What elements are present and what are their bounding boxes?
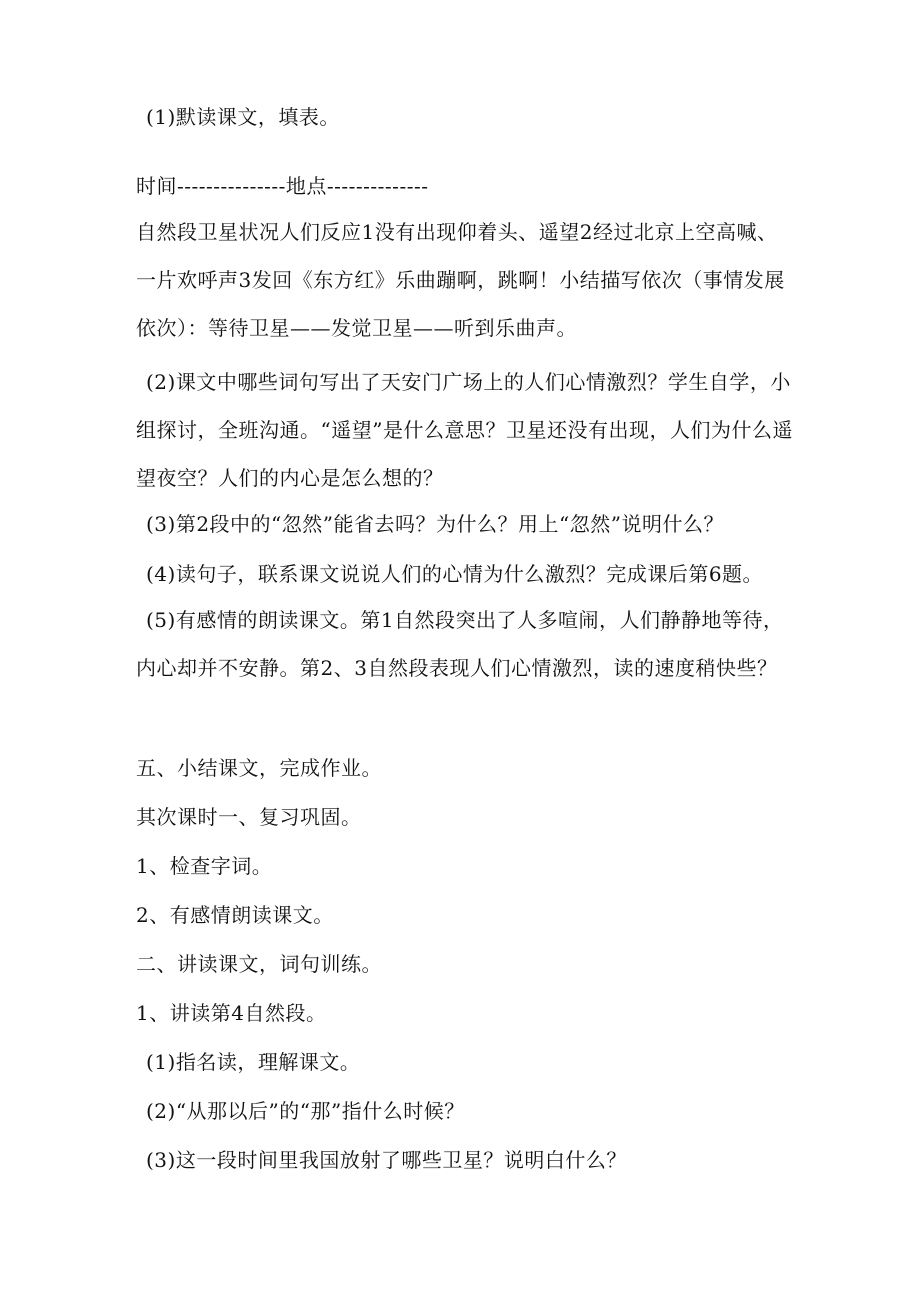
review-item-1: 1、检查字词。 xyxy=(136,854,273,878)
table-content-paragraph: 自然段卫星状况人们反应1没有出现仰着头、遥望2经过北京上空高喊、一片欢呼声3发回《东方红》乐曲蹦啊，跳啊！小结描写依次（事情发展依次）：等待卫星——发觉卫星——听到乐曲声。 xyxy=(136,220,785,340)
review-item-2: 2、有感情朗读课文。 xyxy=(136,903,334,927)
item-2-paragraph: (2)课文中哪些词句写出了天安门广场上的人们心情激烈？学生自学，小组探讨，全班沟通。“遥望”是什么意思？卫星还没有出现，人们为什么遥望夜空？人们的内心是怎么想的？ xyxy=(136,370,793,490)
lecture-subitem-3: (3)这一段时间里我国放射了哪些卫星？说明白什么？ xyxy=(146,1148,627,1172)
second-lesson-heading: 其次课时一、复习巩固。 xyxy=(136,805,362,829)
lecture-subitem-2: (2)“从那以后”的“那”指什么时候？ xyxy=(146,1099,465,1123)
section-5-heading: 五、小结课文，完成作业。 xyxy=(136,756,382,780)
lecture-subitem-1: (1)指名读，理解课文。 xyxy=(146,1050,361,1074)
section-2-heading: 二、讲读课文，词句训练。 xyxy=(136,952,382,976)
item-5-paragraph: (5)有感情的朗读课文。第1自然段突出了人多喧闹，人们静静地等待，内心却并不安静。第2、3自然段表现人们心情激烈，读的速度稍快些？ xyxy=(136,608,784,680)
lecture-item-1: 1、讲读第4自然段。 xyxy=(136,1001,327,1025)
item-3-line: (3)第2段中的“忽然”能省去吗？为什么？用上“忽然”说明什么？ xyxy=(146,512,724,536)
item-4-line: (4)读句子，联系课文说说人们的心情为什么激烈？完成课后第6题。 xyxy=(146,562,764,586)
item-1-heading: (1)默读课文，填表。 xyxy=(146,105,340,129)
table-header-line: 时间---------------地点-------------- xyxy=(136,174,429,198)
